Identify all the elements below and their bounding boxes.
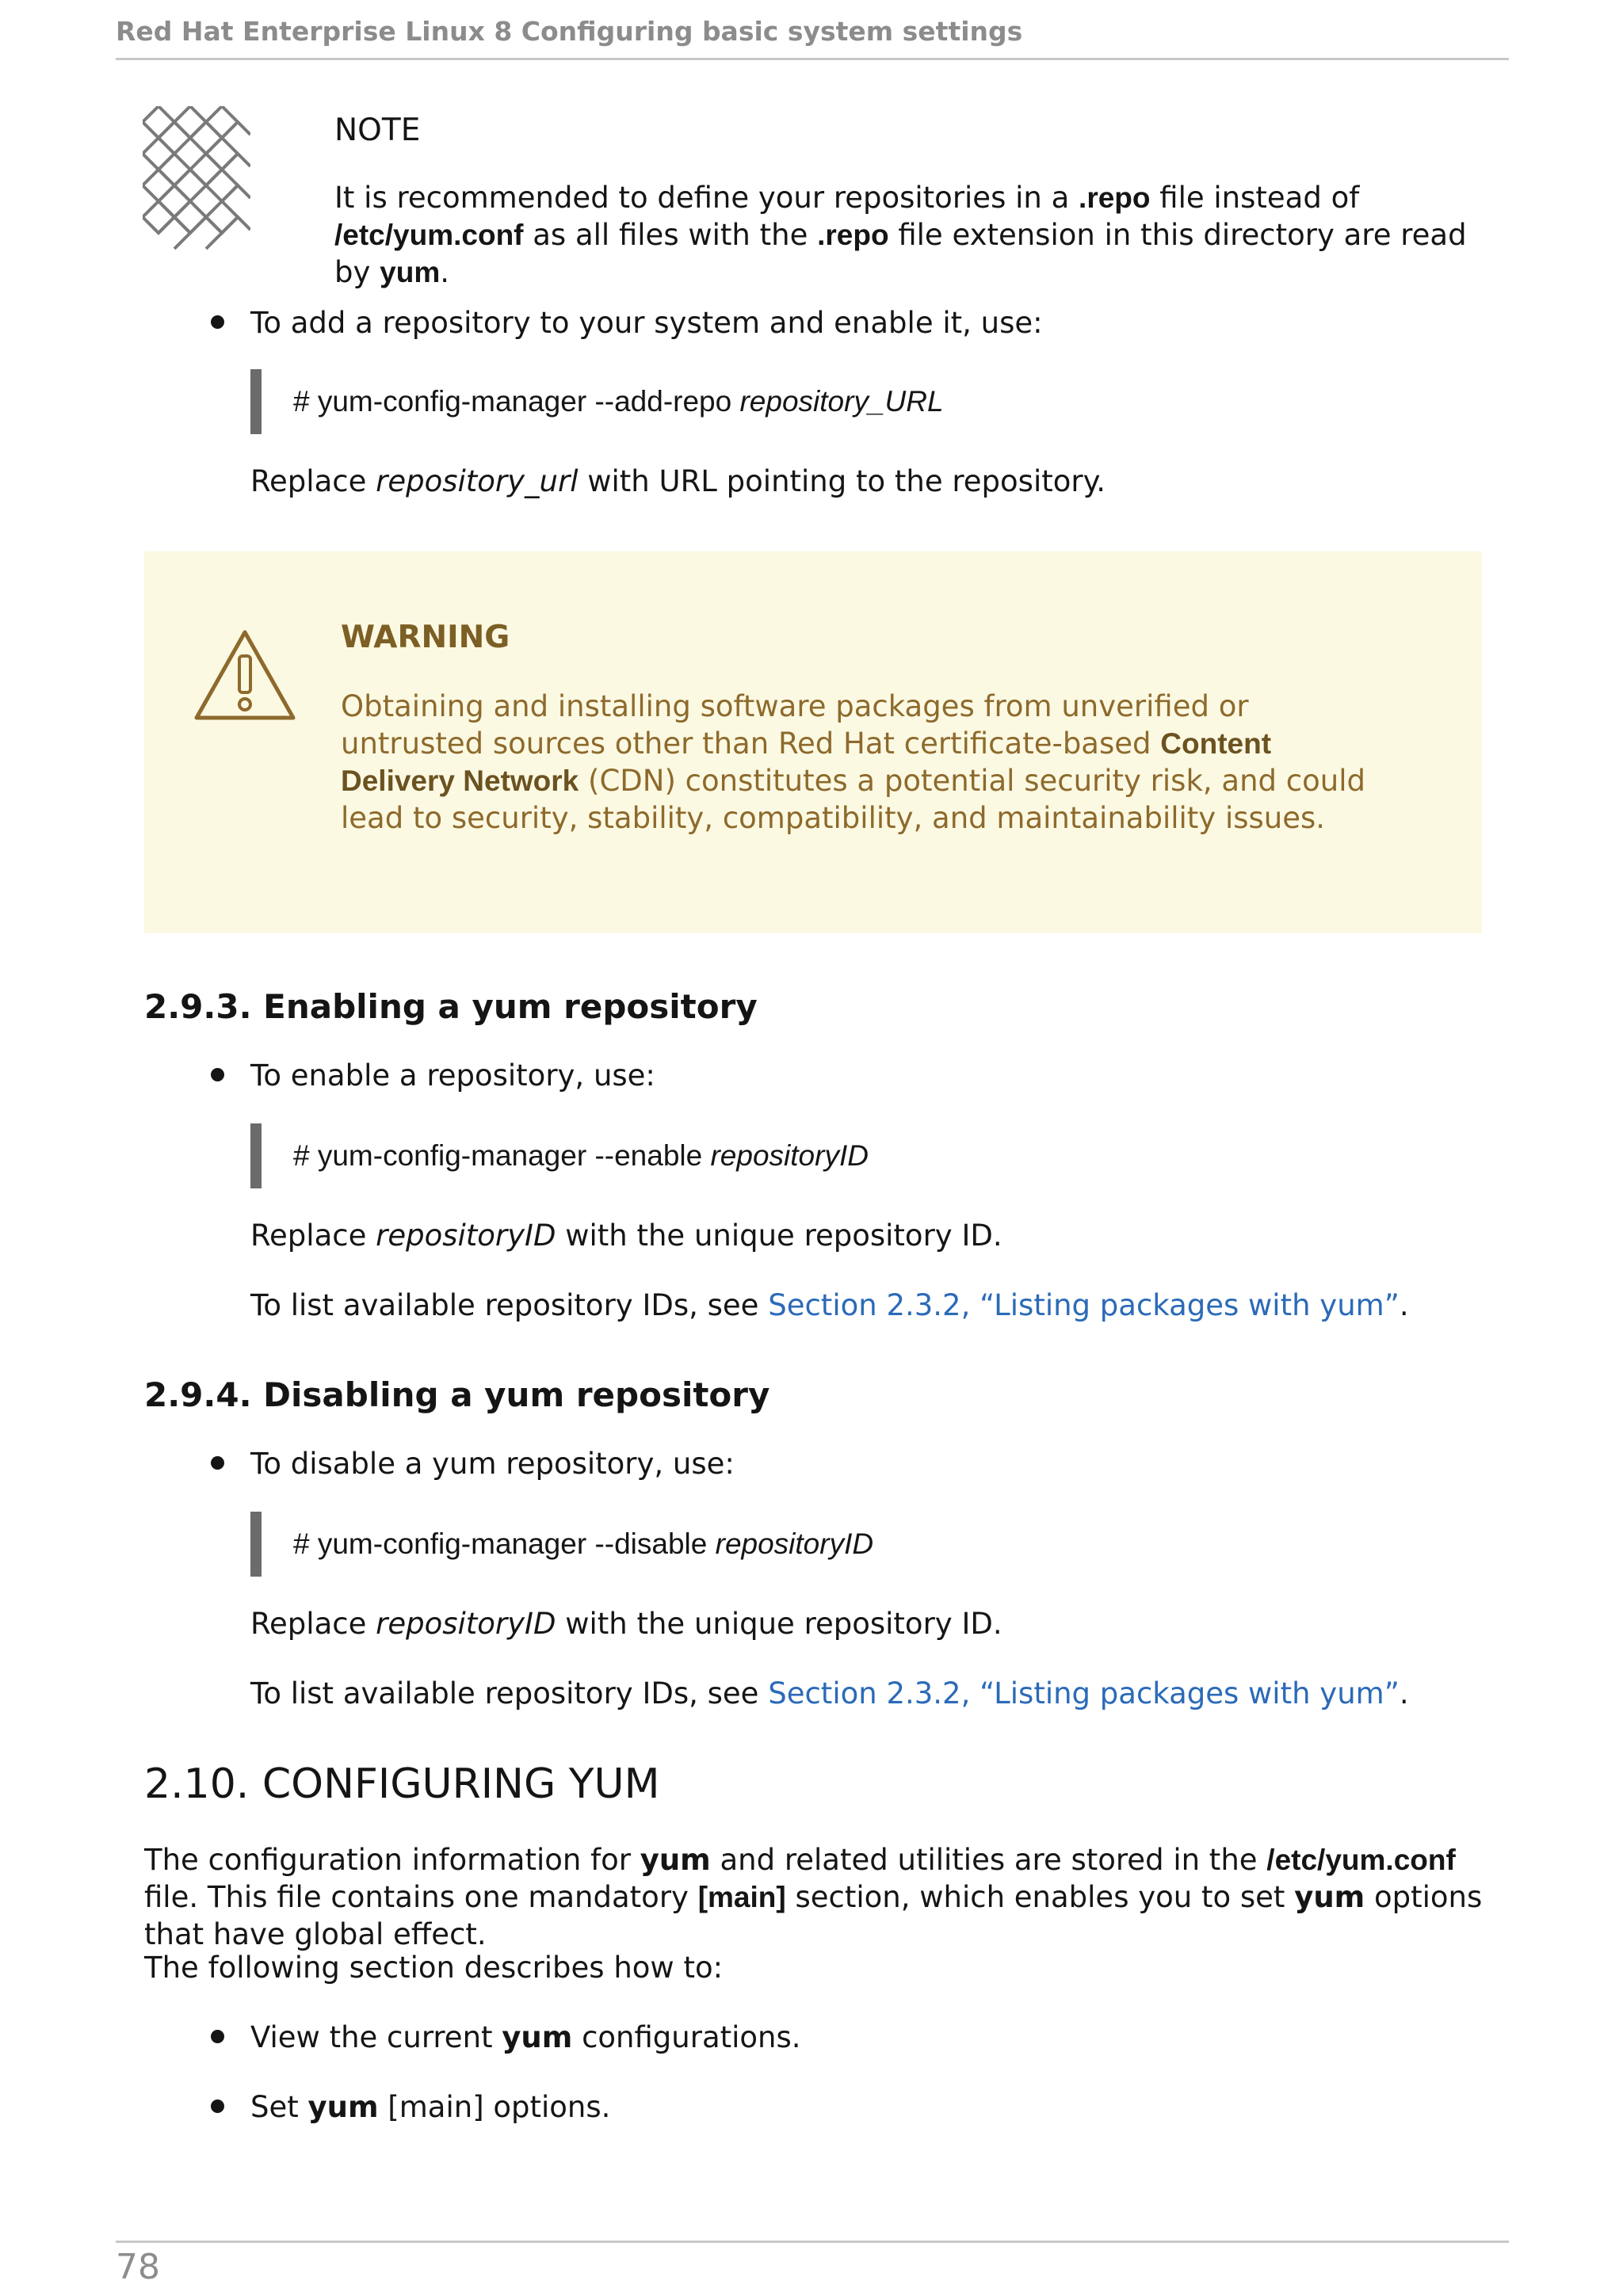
footer-rule xyxy=(116,2241,1509,2243)
replace-note: Replace repositoryID with the unique repository ID. xyxy=(250,1219,1002,1253)
list-item: View the current yum configurations. xyxy=(250,2020,801,2054)
section-heading: 2.9.4. Disabling a yum repository xyxy=(144,1375,770,1414)
code-block: # yum-config-manager --disable repositoryID xyxy=(250,1512,1487,1577)
replace-note: Replace repositoryID with the unique repository ID. xyxy=(250,1607,1002,1641)
section-heading: 2.9.3. Enabling a yum repository xyxy=(144,987,758,1026)
chapter-heading: 2.10. CONFIGURING YUM xyxy=(144,1760,660,1808)
list-item: To enable a repository, use: xyxy=(250,1058,655,1093)
paragraph: The following section describes how to: xyxy=(144,1951,724,1985)
page-number: 78 xyxy=(116,2247,160,2287)
paragraph: The configuration information for yum and related utilities are stored in the /etc/yum.conf file. This file contains one mandatory [main] section, which enables you to set yum options that have global effect. xyxy=(144,1843,1483,1951)
list-item: Set yum [main] options. xyxy=(250,2090,611,2124)
section-link[interactable]: Section 2.3.2, “Listing packages with yum” xyxy=(768,1676,1400,1711)
note-body: It is recommended to define your repositories in a .repo file instead of /etc/yum.conf as all files with the .repo file extension in this directory are read by yum. xyxy=(334,181,1467,289)
running-header: Red Hat Enterprise Linux 8 Configuring basic system settings xyxy=(116,16,1509,60)
list-ids-note: To list available repository IDs, see Section 2.3.2, “Listing packages with yum”. xyxy=(250,1676,1409,1711)
warning-icon xyxy=(193,629,296,721)
note-icon xyxy=(143,106,250,252)
code-block: # yum-config-manager --enable repositoryID xyxy=(250,1123,1487,1188)
section-link[interactable]: Section 2.3.2, “Listing packages with yum” xyxy=(768,1288,1400,1322)
warning-body: Obtaining and installing software packages from unverified or untrusted sources other than Red Hat certificate-based Content Delivery Network (CDN) constitutes a potential security risk, and could lead to security, stability, compatibility, and maintainability issues. xyxy=(341,689,1365,835)
warning-title: WARNING xyxy=(341,620,510,655)
list-item: To disable a yum repository, use: xyxy=(250,1447,735,1481)
list-item: To add a repository to your system and enable it, use: xyxy=(250,306,1043,340)
code-block: # yum-config-manager --add-repo repository_URL xyxy=(250,369,1487,434)
note-title: NOTE xyxy=(334,113,421,148)
list-ids-note: To list available repository IDs, see Section 2.3.2, “Listing packages with yum”. xyxy=(250,1288,1409,1322)
replace-note: Replace repository_url with URL pointing to the repository. xyxy=(250,464,1106,498)
